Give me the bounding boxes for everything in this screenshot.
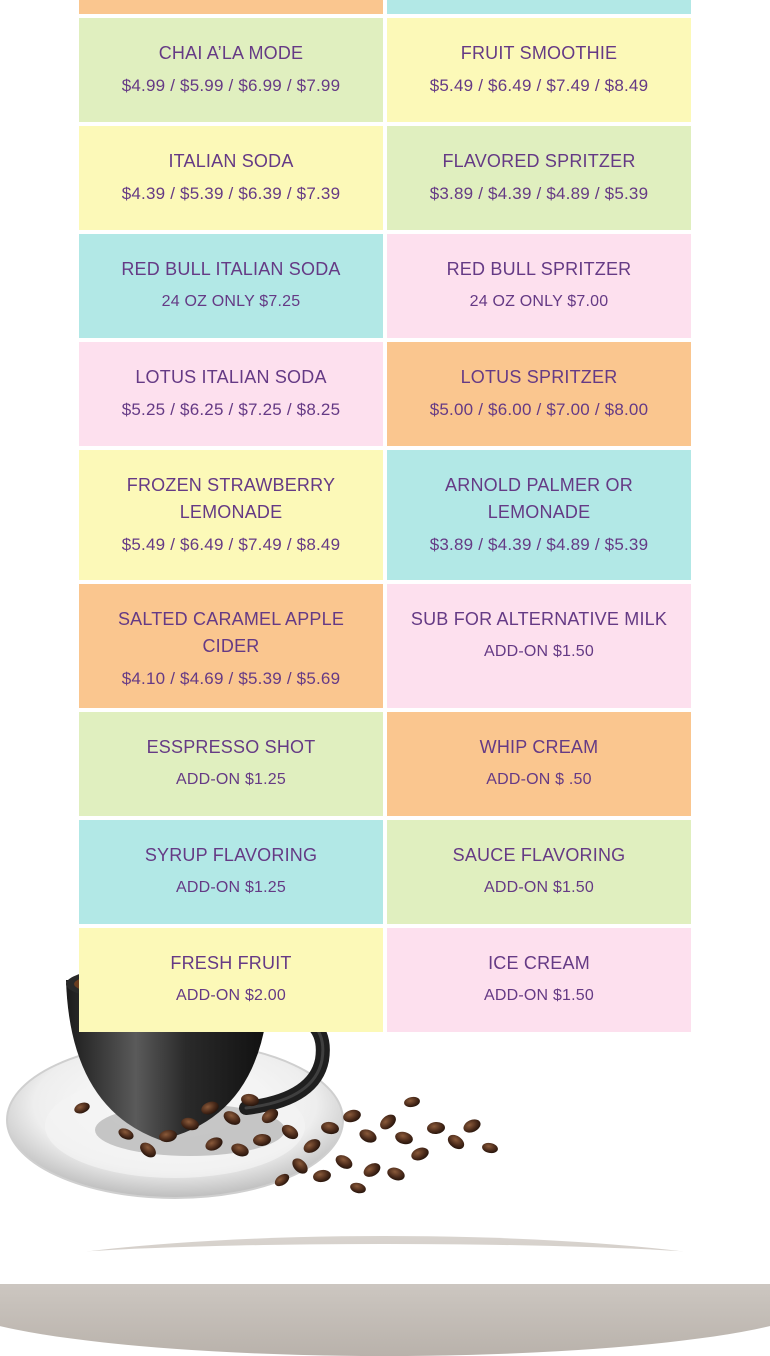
menu-item	[79, 928, 383, 1032]
menu-item-name: SYRUP FLAVORING	[144, 845, 318, 865]
menu-item-price: ADD-ON $1.25	[176, 879, 286, 896]
menu-item	[79, 584, 383, 708]
menu-item-price: 24 OZ ONLY $7.25	[161, 293, 301, 310]
menu-item-price: ADD-ON $ .50	[486, 771, 592, 788]
menu-item-name: LOTUS SPRITZER	[460, 367, 618, 387]
menu-item	[387, 712, 691, 816]
menu-item-name: SUB FOR ALTERNATIVE MILK	[410, 609, 668, 629]
menu-item	[387, 820, 691, 924]
menu-item-name: LOTUS ITALIAN SODA	[135, 367, 327, 387]
menu-item-price: ADD-ON $1.50	[484, 987, 594, 1004]
menu-item-name: WHIP CREAM	[479, 737, 599, 757]
menu-item	[79, 712, 383, 816]
menu-item	[387, 584, 691, 708]
menu-item-name: ITALIAN SODA	[168, 151, 294, 171]
menu-item	[387, 450, 691, 580]
menu-item-price: 24 OZ ONLY $7.00	[469, 293, 609, 310]
menu-item-name: FRESH FRUIT	[170, 953, 292, 973]
menu-item	[79, 126, 383, 230]
menu-item	[387, 342, 691, 446]
menu-item-price: $5.49 / $6.49 / $7.49 / $8.49	[429, 76, 649, 95]
menu-item-price: ADD-ON $1.50	[484, 643, 594, 660]
menu-item	[387, 18, 691, 122]
menu-item-name: ARNOLD PALMER OR LEMONADE	[445, 475, 633, 522]
menu-item-name: ICE CREAM	[488, 953, 590, 973]
menu-item-name: RED BULL SPRITZER	[446, 259, 632, 279]
menu-item-price: $4.10 / $4.69 / $5.39 / $5.69	[121, 669, 341, 688]
menu-item-name: RED BULL ITALIAN SODA	[121, 259, 341, 279]
menu-item-name: SALTED CARAMEL APPLE CIDER	[117, 609, 345, 656]
menu-item-price: $5.00 / $6.00 / $7.00 / $8.00	[429, 400, 649, 419]
menu-item-price: ADD-ON $1.25	[176, 771, 286, 788]
menu-item	[79, 18, 383, 122]
menu-item-name: CHAI A’LA MODE	[158, 43, 304, 63]
menu-item	[387, 0, 691, 14]
menu-item-price: $4.39 / $5.39 / $6.39 / $7.39	[121, 184, 341, 203]
menu-item	[387, 234, 691, 338]
menu-item-name: ESSPRESSO SHOT	[146, 737, 316, 757]
menu-item	[79, 234, 383, 338]
menu-item-name: FLAVORED SPRITZER	[442, 151, 636, 171]
menu-item-price: ADD-ON $2.00	[176, 987, 286, 1004]
menu-item-name: FROZEN STRAWBERRY LEMONADE	[126, 475, 336, 522]
menu-item-price: $5.25 / $6.25 / $7.25 / $8.25	[121, 400, 341, 419]
menu-item	[79, 450, 383, 580]
menu-item-price: $3.89 / $4.39 / $4.89 / $5.39	[429, 184, 649, 203]
menu-item-price: $3.89 / $4.39 / $4.89 / $5.39	[429, 535, 649, 554]
menu-item-name: SAUCE FLAVORING	[452, 845, 626, 865]
menu-item	[387, 126, 691, 230]
menu-item-price: $4.99 / $5.99 / $6.99 / $7.99	[121, 76, 341, 95]
menu-item	[79, 342, 383, 446]
menu-item-price: ADD-ON $1.50	[484, 879, 594, 896]
menu-item-name: FRUIT SMOOTHIE	[460, 43, 618, 63]
menu-item	[79, 820, 383, 924]
menu-item	[79, 0, 383, 14]
menu-item-price: $5.49 / $6.49 / $7.49 / $8.49	[121, 535, 341, 554]
menu-grid	[79, 0, 691, 1032]
menu-item	[387, 928, 691, 1032]
